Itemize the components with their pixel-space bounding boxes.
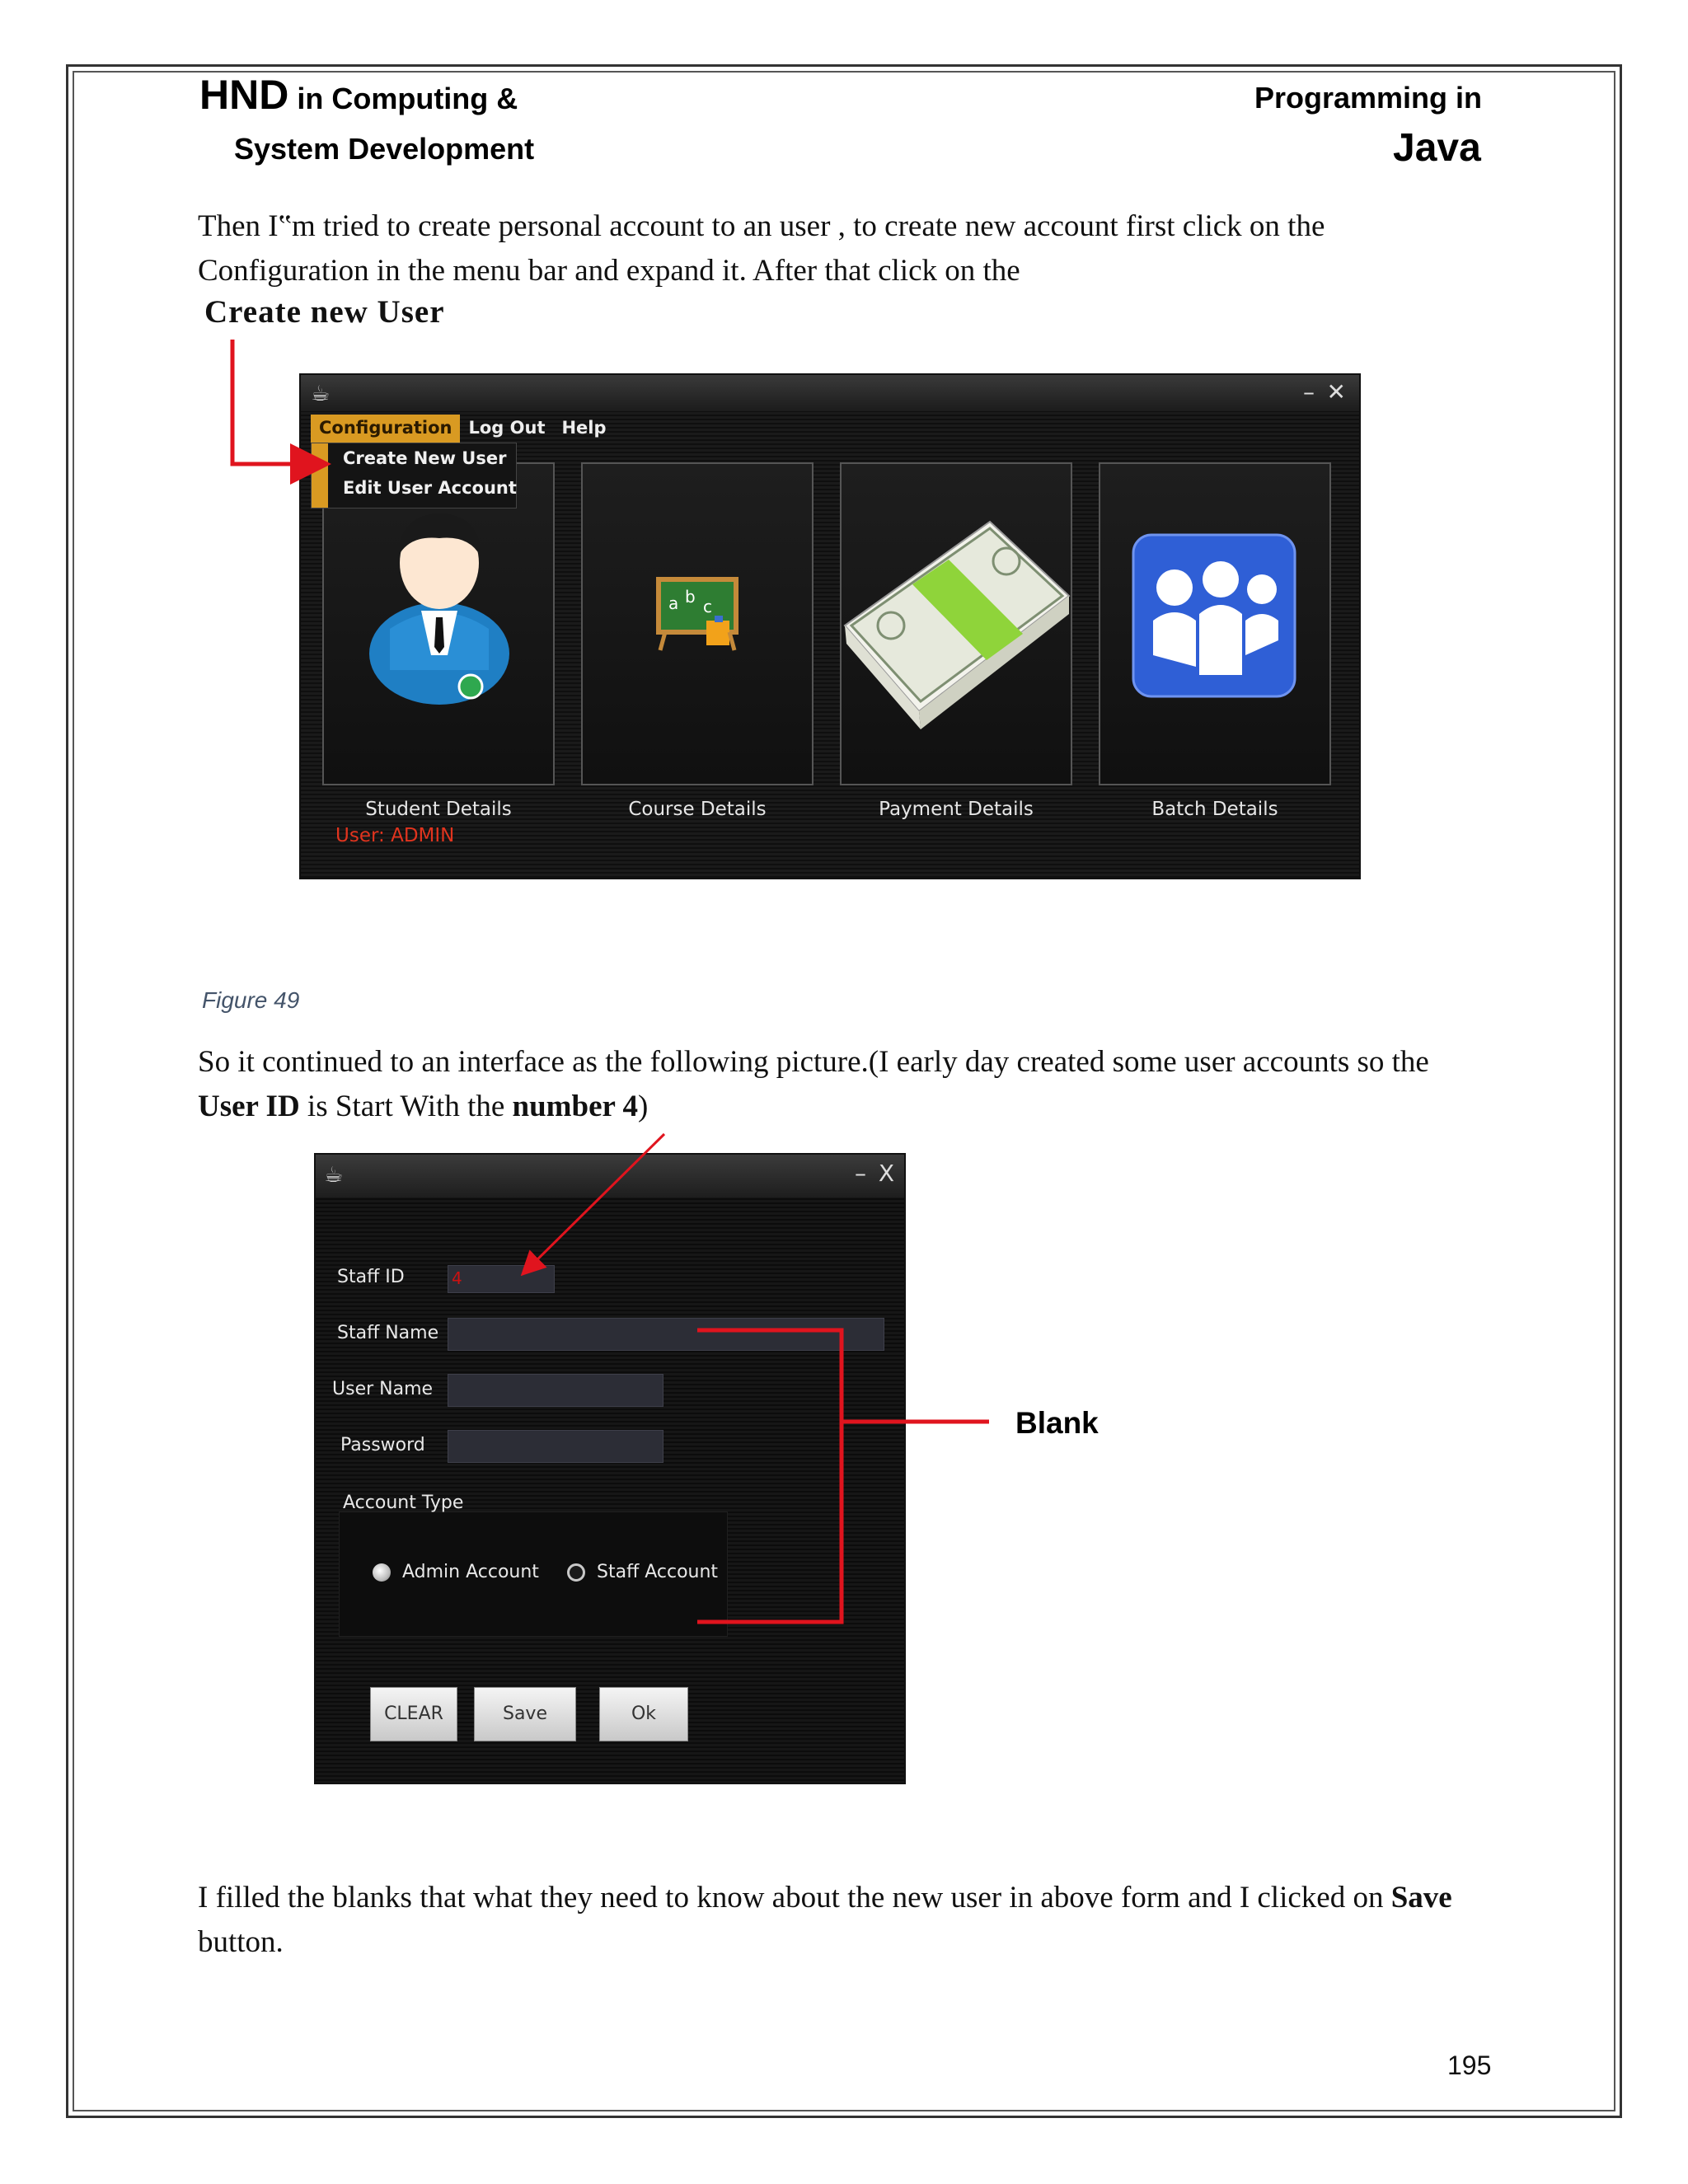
user-name-label: User Name	[332, 1379, 434, 1399]
staff-account-label: Staff Account	[597, 1562, 719, 1582]
staff-id-label: Staff ID	[337, 1267, 405, 1287]
header-course-line2: System Development	[234, 132, 535, 166]
menu-configuration[interactable]: Configuration	[311, 415, 460, 443]
staff-name-label: Staff Name	[337, 1323, 439, 1343]
arrow-to-staff-id	[524, 1134, 664, 1272]
header-module-line2: Java	[1393, 126, 1481, 170]
java-cup-icon: ☕	[324, 1163, 344, 1188]
minimize-button[interactable]: –	[1303, 378, 1315, 405]
blank-bracket	[697, 1330, 842, 1622]
ok-button[interactable]: Ok	[599, 1687, 688, 1741]
course-details-label: Course Details	[628, 799, 767, 820]
save-button[interactable]: Save	[474, 1687, 576, 1741]
create-new-user-heading: Create new User	[204, 294, 445, 330]
blank-annotation-label: Blank	[1015, 1406, 1099, 1440]
paragraph-intro: Then I‟m tried to create personal account to an user , to create new account first click on the Configuration in the menu bar and expand it. After that click on the	[198, 209, 1325, 288]
svg-text:a: a	[668, 593, 679, 613]
student-details-label: Student Details	[365, 799, 512, 820]
menu-help[interactable]: Help	[561, 418, 607, 438]
java-cup-icon: ☕	[311, 382, 331, 406]
password-label: Password	[340, 1435, 425, 1455]
logged-in-user-label: User: ADMIN	[335, 825, 455, 846]
header-course-line1: HND in Computing &	[199, 72, 518, 118]
staff-id-field[interactable]: 4	[448, 1265, 555, 1293]
close-button[interactable]: X	[878, 1160, 894, 1187]
figure-caption: Figure 49	[202, 987, 300, 1013]
paragraph-interface: So it continued to an interface as the following picture.(I early day created some user accounts so the User ID is Start With the number 4)	[198, 1045, 1429, 1123]
account-type-label: Account Type	[343, 1493, 464, 1513]
payment-details-label: Payment Details	[879, 799, 1034, 820]
admin-account-label: Admin Account	[402, 1562, 539, 1582]
clear-button[interactable]: CLEAR	[370, 1687, 457, 1741]
close-button[interactable]: ✕	[1326, 378, 1346, 405]
header-module-line1: Programming in	[1254, 81, 1483, 115]
menu-item-edit-user-account[interactable]: Edit User Account	[343, 478, 517, 498]
minimize-button[interactable]: –	[855, 1160, 866, 1187]
menu-log-out[interactable]: Log Out	[468, 418, 546, 438]
batch-details-label: Batch Details	[1151, 799, 1278, 820]
menu-item-create-new-user[interactable]: Create New User	[343, 448, 507, 468]
svg-text:b: b	[685, 587, 696, 607]
arrow-to-create-new-user	[232, 340, 323, 464]
paragraph-save: I filled the blanks that what they need to know about the new user in above form and I clicked on Save button.	[198, 1881, 1452, 1959]
page-number: 195	[1447, 2050, 1492, 2080]
svg-text:c: c	[703, 597, 712, 616]
